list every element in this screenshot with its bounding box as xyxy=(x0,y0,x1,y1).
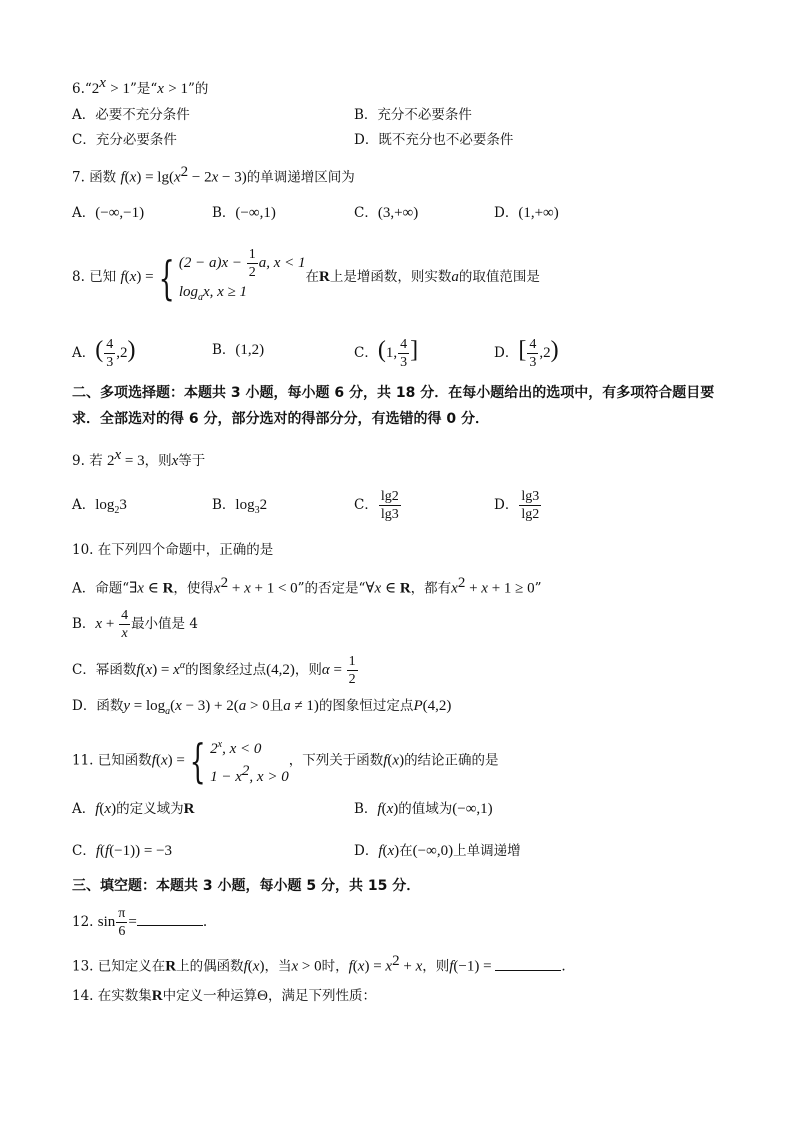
question-13-stem: 13. 已知定义在R上的偶函数f(x)，当x > 0时，$f(x) = x^2 + x$，则f(−1) = . xyxy=(72,953,566,975)
question-9-stem: 9. 若 $2^x = 3$，则x等于 xyxy=(72,447,206,469)
answer-blank xyxy=(495,956,561,971)
question-10-option-b: B．x + $\frac{4}{x}$ 最小值是 4 xyxy=(72,608,198,641)
question-7-option-c: C．(3,+∞) xyxy=(354,205,419,221)
question-7-option-b: B．(−∞,1) xyxy=(212,205,276,221)
section-3-heading: 三、填空题：本题共 3 小题，每小题 5 分，共 15 分． xyxy=(72,878,421,894)
question-8-option-d: D．[ $\frac{4}{3}$ ,2) xyxy=(494,337,559,370)
question-10-option-c: C．幂函数$f(x) = x^\alpha$的图象经过点(4,2)，则α = $\frac{1}{2}$ xyxy=(72,654,356,687)
question-11-option-a: A．f(x)的定义域为R xyxy=(72,801,195,817)
question-10-option-a: A．命题“∃x ∈ R，使得$x^2 + x + 1 < 0$”的否定是“∀x ∈ R，都有$x^2 + x + 1 \ge 0$” xyxy=(72,575,542,597)
question-11-option-b: B．f(x)的值域为(−∞,1) xyxy=(354,801,493,817)
question-6-option-c: C．充分必要条件 xyxy=(72,132,177,148)
question-7-option-d: D．(1,+∞) xyxy=(494,205,559,221)
section-2-heading: 二、多项选择题：本题共 3 小题，每小题 6 分，共 18 分．在每小题给出的选项中，有多项符合题目要求．全部选对的得 6 分，部分选对的得部分分，有选错的得 0 分． xyxy=(72,385,715,427)
question-10-stem: 10. 在下列四个命题中，正确的是 xyxy=(72,542,274,558)
question-8-option-a: A．( $\frac{4}{3}$ ,2) xyxy=(72,337,136,370)
question-6-option-d: D．既不充分也不必要条件 xyxy=(354,132,514,148)
question-6-option-a: A．必要不充分条件 xyxy=(72,107,190,123)
question-11-option-d: D．f(x)在(−∞,0)上单调递增 xyxy=(354,843,521,859)
question-8-option-c: C．(1, $\frac{4}{3}$ ] xyxy=(354,337,419,370)
question-8-option-b: B．(1,2) xyxy=(212,342,265,358)
question-9-option-a: A．$\log_23$ xyxy=(72,497,127,516)
question-12-stem: 12. sin $\frac{\pi}{6}$ = . xyxy=(72,906,208,939)
question-10-option-d: D．函数$y = \log_a(x - 3) + 2(a > 0$且a ≠ 1)的图象恒过定点P(4,2) xyxy=(72,698,452,717)
question-7-option-a: A．(−∞,−1) xyxy=(72,205,145,221)
question-7-stem: 7. 函数 $f(x) = \lg(x^2 - 2x - 3)$的单调递增区间为 xyxy=(72,164,355,186)
question-11-option-c: C．f(f(−1)) = −3 xyxy=(72,843,173,859)
question-11-stem: 11. 已知函数f(x) ={ 2$^x$, x < 0 $1 - x^2$, x > 0 ，下列关于函数f(x)的结论正确的是 xyxy=(72,734,499,788)
question-14-stem: 14. 在实数集R中定义一种运算Θ，满足下列性质： xyxy=(72,988,376,1004)
question-6-stem: 6.“2$^x$ > 1”是“x > 1”的 xyxy=(72,75,209,97)
question-6-option-b: B．充分不必要条件 xyxy=(354,107,472,123)
question-9-option-c: C． $\frac{\lg 2}{\lg 3}$ xyxy=(354,489,399,522)
answer-blank xyxy=(137,911,203,926)
question-9-option-b: B．$\log_32$ xyxy=(212,497,268,516)
question-9-option-d: D． $\frac{\lg 3}{\lg 2}$ xyxy=(494,489,540,522)
question-8-stem: 8. 已知 f(x) ={ (2 − a)x − $\frac{1}{2}$ a, x < 1 $\log_ax$, x ≥ 1 在R上是增函数，则实数a的取值范围是 xyxy=(72,247,540,305)
